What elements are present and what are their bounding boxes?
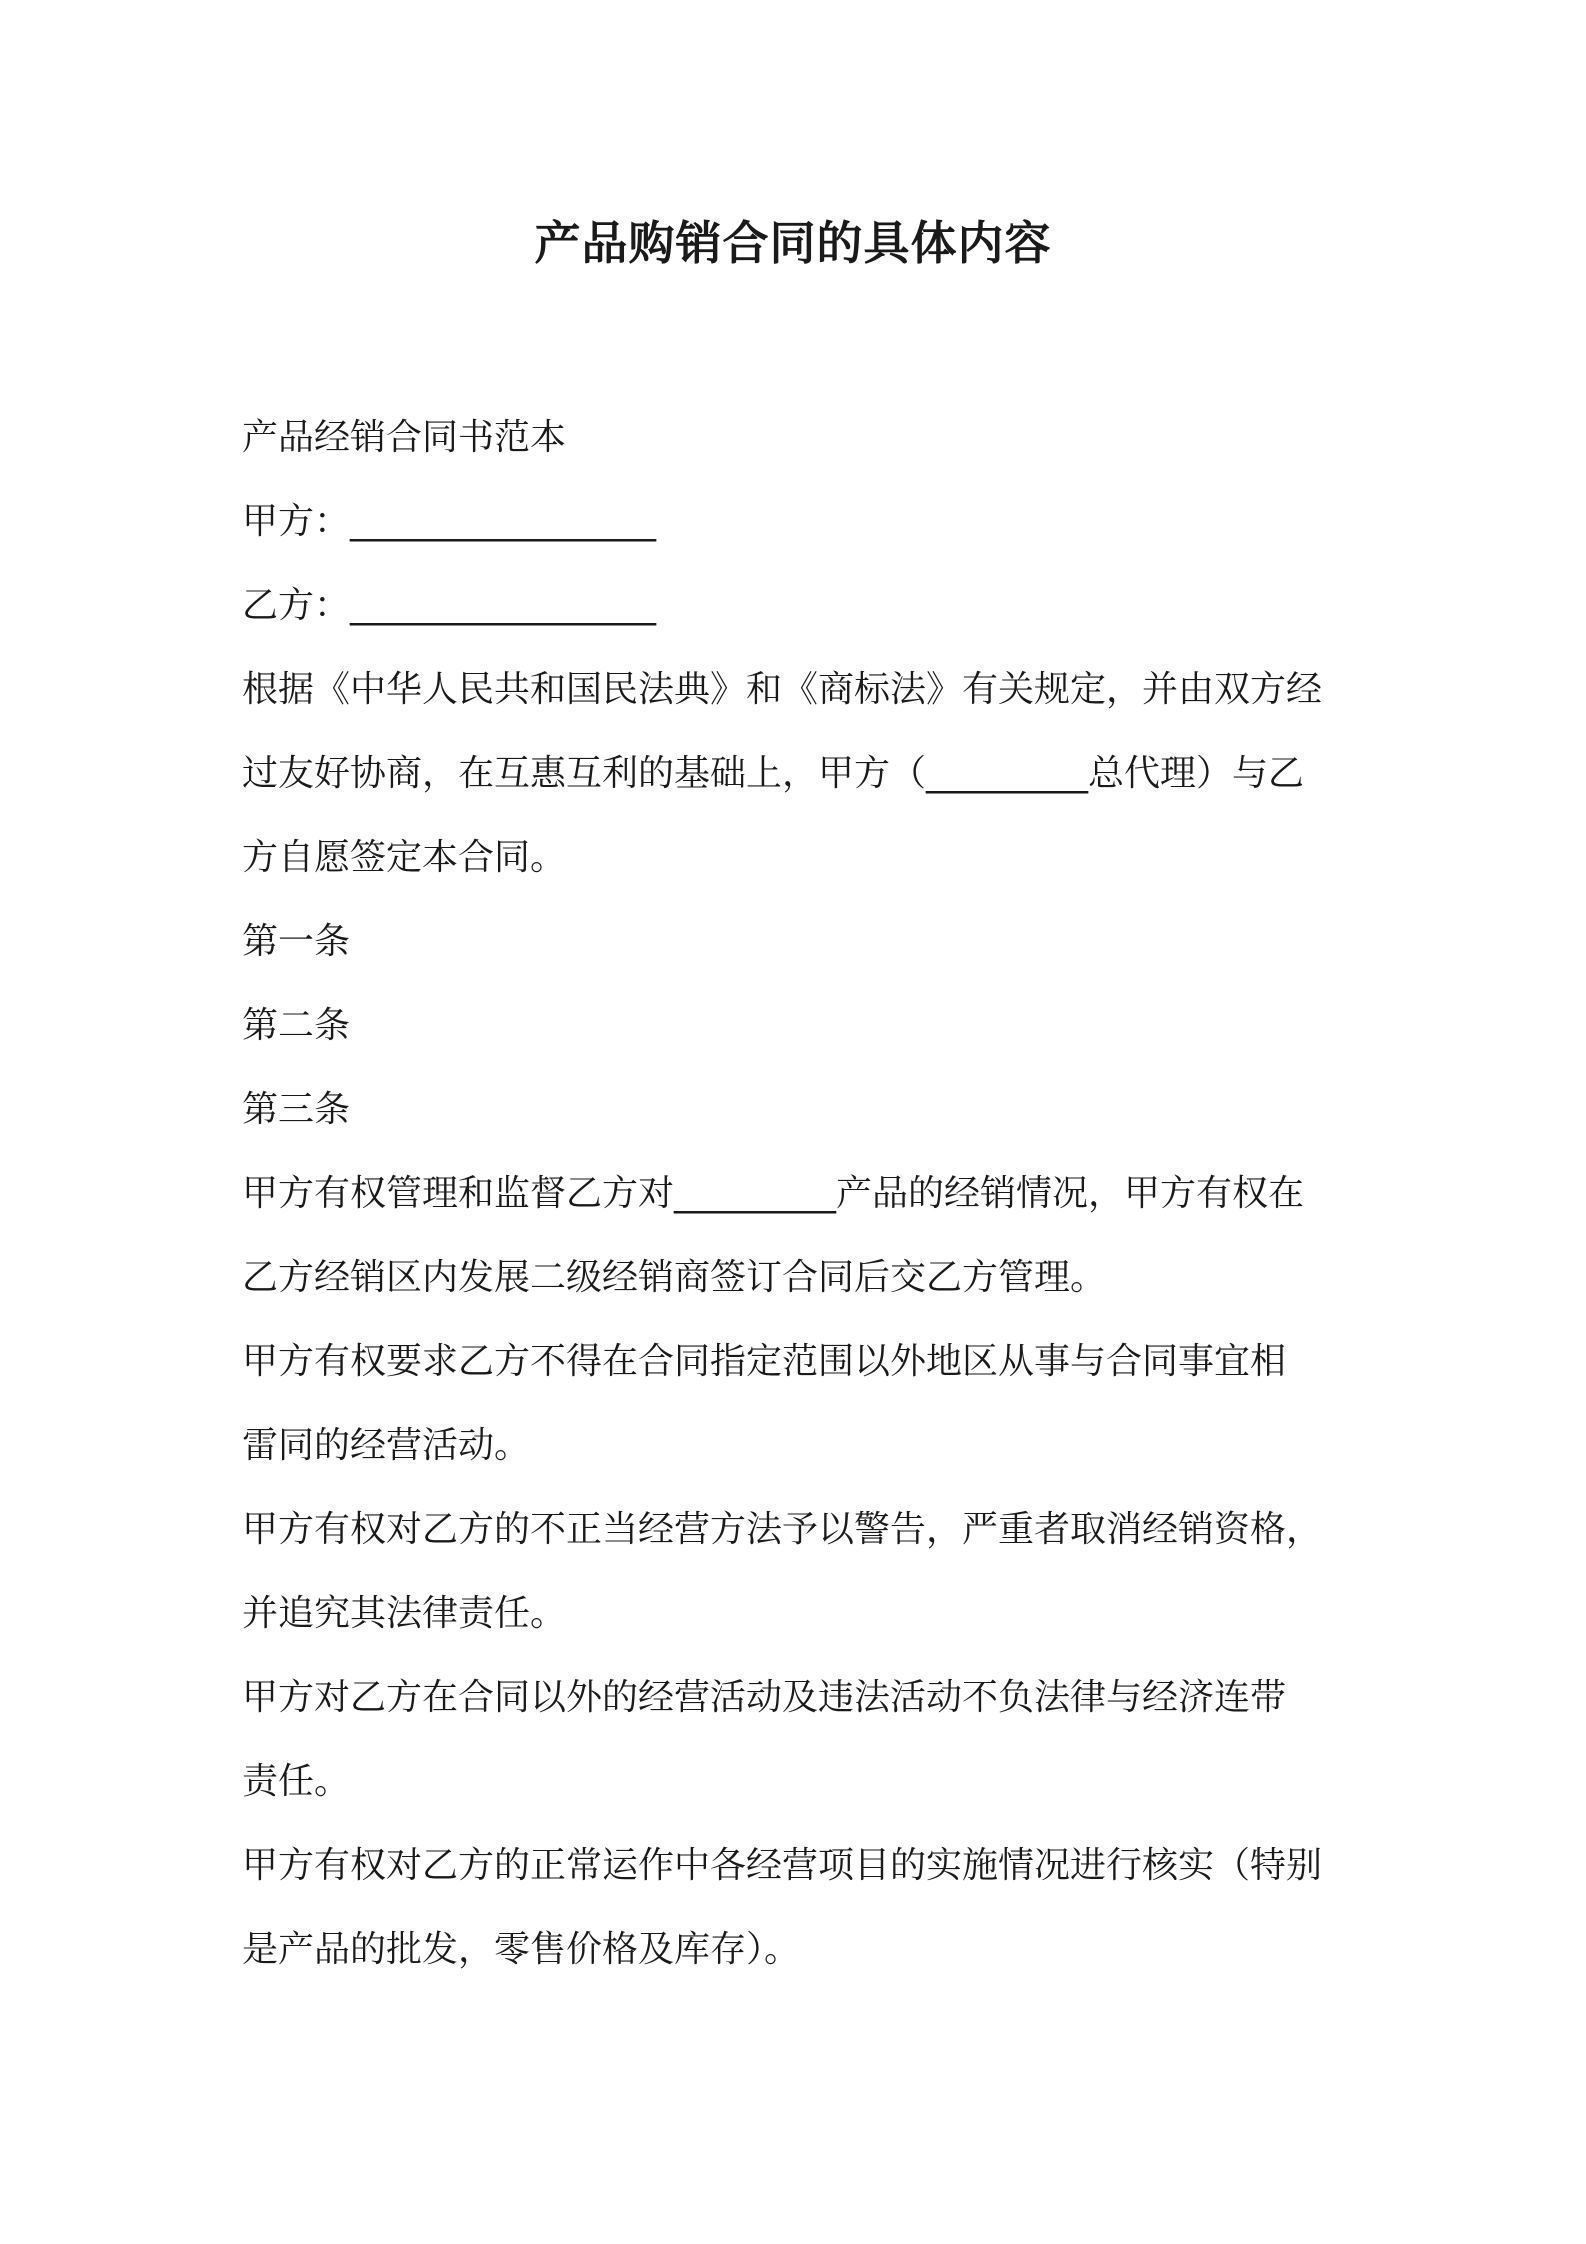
paragraph-line: 甲方有权管理和监督乙方对_________产品的经销情况，甲方有权在: [242, 1173, 1305, 1214]
document-body: [242, 396, 1357, 1992]
article-2-heading: 第二条: [242, 1005, 351, 1046]
subtitle-line: 产品经销合同书范本: [242, 417, 567, 458]
preamble-line-2: 过友好协商，在互惠互利的基础上，甲方（_________总代理）与乙: [242, 753, 1305, 794]
paragraph-line: 是产品的批发，零售价格及库存）。: [242, 1929, 801, 1970]
article-1-heading: 第一条: [242, 921, 351, 962]
paragraph-line: 责任。: [242, 1761, 351, 1802]
paragraph-line: 甲方对乙方在合同以外的经营活动及违法活动不负法律与经济连带: [242, 1677, 1287, 1718]
paragraph-line: 甲方有权对乙方的不正当经营方法予以警告，严重者取消经销资格，: [242, 1509, 1323, 1550]
paragraph-line: 雷同的经营活动。: [242, 1425, 531, 1466]
preamble-line-1: 根据《中华人民共和国民法典》和《商标法》有关规定，并由双方经: [242, 669, 1323, 710]
party-b-line: 乙方：_________________: [242, 585, 657, 626]
preamble-line-3: 方自愿签定本合同。: [242, 837, 567, 878]
party-a-line: 甲方：_________________: [242, 501, 657, 542]
article-3-heading: 第三条: [242, 1089, 351, 1130]
paragraph-line: 甲方有权对乙方的正常运作中各经营项目的实施情况进行核实（特别: [242, 1845, 1323, 1886]
paragraph-line: 乙方经销区内发展二级经销商签订合同后交乙方管理。: [242, 1257, 1107, 1298]
paragraph-line: 甲方有权要求乙方不得在合同指定范围以外地区从事与合同事宜相: [242, 1341, 1287, 1382]
document-title: 产品购销合同的具体内容: [534, 216, 1052, 270]
paragraph-line: 并追究其法律责任。: [242, 1593, 567, 1634]
